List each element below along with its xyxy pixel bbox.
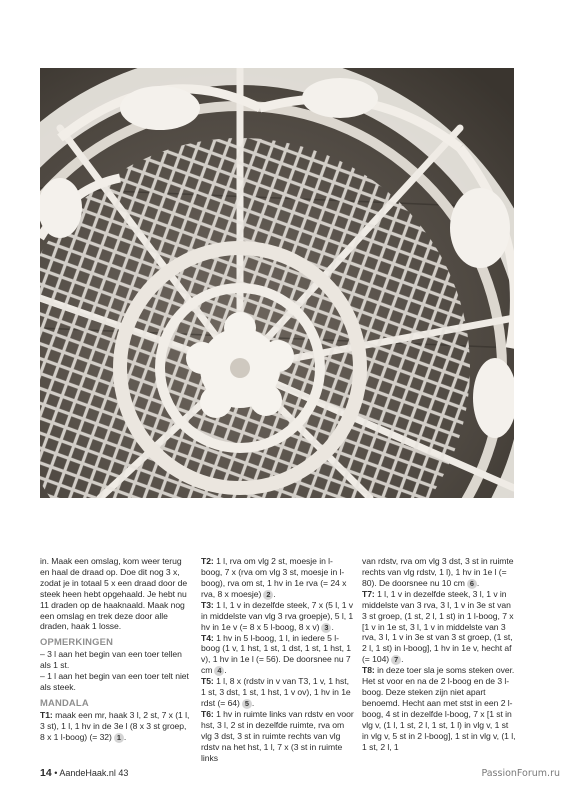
round-7-text: 1 l, 1 v in dezelfde steek, 3 l, 1 v in middelste van 3 rva, 3 l, 1 v in 3e st van 3 st groep, (1 st, 2 l, 1 st) in 1 l-boog, 7 x [1 v in 1e st, 3 l, 1 v in middelste van 3 rva, 3 l, 1 v in 3e st van 3 st groep, (1 st, 2 l, 1 st) in l-boog], 1 hv in 1e v, hecht af (= 104): [362, 588, 514, 665]
round-1: T1: maak een mr, haak 3 l, 2 st, 7 x (1 l, 3 st), 1 l, 1 hv in de 3e l (8 x 3 st groep, 8 x 1 l-boog) (= 32) 1 .: [40, 709, 190, 742]
note-1: – 3 l aan het begin van een toer tellen als 1 st.: [40, 649, 182, 671]
round-4-text: 1 hv in 5 l-boog, 1 l, in iedere 5 l-boog (1 v, 1 hst, 1 st, 1 dst, 1 st, 1 hst, 1 v), 1 hv in 1e l (= 56). De doorsnee nu 7 cm: [201, 632, 351, 676]
round-2-label: T2:: [201, 556, 214, 566]
round-6-continued: van rdstv, rva om vlg 3 dst, 3 st in ruimte rechts van vlg rdstv, 1 l), 1 hv in 1e l (= 80). De doorsnee nu 10 cm 6 .: [362, 556, 514, 588]
round-6-text: 1 hv in ruimte links van rdstv en voor hst, 3 l, 2 st in dezelfde ruimte, rva om vlg 3 dst, 3 st in ruimte rechts van vlg rdstv na het hst, 1 l, 7 x (3 st in ruimte links: [201, 709, 354, 763]
intro-paragraph: in. Maak een omslag, kom weer terug en haal de draad op. Doe dit nog 3 x, zodat je in totaal 5 x een draad door de steek heen hebt opgehaald. Je hebt nu 11 draden op de haaknaald. Maak nog een omslag en trek deze door alle draden, haak 1 losse.: [40, 556, 188, 632]
round-3-text: 1 l, 1 v in dezelfde steek, 7 x (5 l, 1 v in middelste van vlg 3 rva groepje), 5 l, 1 hv in 1e v (= 8 x 5 l-boog, 8 x v): [201, 599, 354, 632]
page-footer: [40, 767, 128, 779]
round-8: [362, 665, 516, 752]
round-5-label: T5:: [201, 676, 214, 687]
text-column-2: [201, 556, 354, 764]
text-column-1: [40, 556, 192, 743]
page-number: 14: [40, 767, 52, 779]
step-badge: 7: [391, 655, 401, 665]
text-column-3: [362, 556, 516, 753]
round-5: T5: 1 l, 8 x (rdstv in v van T3, 1 v, 1 hst, 1 st, 3 dst, 1 st, 1 hst, 1 v ov), 1 hv in 1e rdst (= 64) 5 .: [201, 676, 351, 709]
round-4-label: T4:: [201, 632, 214, 643]
round-1-text: maak een mr, haak 3 l, 2 st, 7 x (1 l, 3 st), 1 l, 1 hv in de 3e l (8 x 3 st groep, 8 x 1 l-boog) (= 32): [40, 709, 190, 742]
round-3-label: T3:: [201, 599, 214, 610]
round-7: T7: 1 l, 1 v in dezelfde steek, 3 l, 1 v in middelste van 3 rva, 3 l, 1 v in 3e st van 3 st groep, (1 st, 2 l, 1 st) in 1 l-boog, 7 x [1 v in 1e st, 3 l, 1 v in middelste van 3 rva, 3 l, 1 v in 3e st van 3 st groep, (1 st, 2 l, 1 st) in l-boog], 1 hv in 1e v, hecht af (= 104) 7 .: [362, 588, 514, 665]
round-6: [201, 709, 354, 764]
step-badge: 1: [114, 733, 124, 743]
round-7-label: T7:: [362, 588, 375, 599]
round-1-label: T1:: [40, 709, 53, 720]
watermark: PassionForum.ru: [481, 768, 560, 779]
step-badge: 2: [263, 590, 273, 600]
round-8-text: in deze toer sla je soms steken over. Het st voor en na de 2 l-boog en de 3 l-boog. Deze steken zijn niet apart benoemd. Hecht aan met stst in een 2 l-boog, 4 st in dezelfde l-boog, 7 x [1 st in vlg v, (1 l, 1 st, 2 l, 1 st, 1 l) in vlg v, 1 st in vlg v, 5 st in 2 l-boog], 1 st in vlg v, (1 l, 1 st, 2 l, 1: [362, 665, 516, 752]
round-6-label: T6:: [201, 709, 214, 720]
heading-mandala: MANDALA: [40, 696, 89, 708]
footer-bullet: •: [54, 768, 58, 778]
round-6-cont-text: van rdstv, rva om vlg 3 dst, 3 st in ruimte rechts van vlg rdstv, 1 l), 1 hv in 1e l (= 80). De doorsnee nu 10 cm: [362, 556, 514, 588]
step-badge: 4: [214, 666, 224, 676]
round-8-label: T8:: [362, 665, 375, 676]
step-badge: 5: [242, 699, 252, 709]
heading-opmerkingen: OPMERKINGEN: [40, 636, 114, 648]
round-2-text: 1 l, rva om vlg 2 st, moesje in l-boog, 7 x (rva om vlg 3 st, moesje in l-boog), rva om st, 1 hv in 1e rva (= 24 x rva, 8 x moesje): [201, 556, 347, 599]
round-4: T4: 1 hv in 5 l-boog, 1 l, in iedere 5 l-boog (1 v, 1 hst, 1 st, 1 dst, 1 st, 1 hst, 1 v), 1 hv in 1e l (= 56). De doorsnee nu 7 cm 4 .: [201, 632, 351, 676]
step-badge: 3: [321, 623, 331, 633]
step-badge: 6: [467, 579, 477, 589]
footer-source: AandeHaak.nl 43: [59, 768, 129, 778]
round-3: T3: 1 l, 1 v in dezelfde steek, 7 x (5 l, 1 v in middelste van vlg 3 rva groepje), 5 l, 1 hv in 1e v (= 8 x 5 l-boog, 8 x v) 3 .: [201, 599, 354, 632]
note-2: – 1 l aan het begin van een toer telt niet als steek.: [40, 671, 189, 692]
round-5-text: 1 l, 8 x (rdstv in v van T3, 1 v, 1 hst, 1 st, 3 dst, 1 st, 1 hst, 1 v ov), 1 hv in 1e rdst (= 64): [201, 676, 351, 709]
crochet-mandala-photo: [40, 68, 514, 498]
round-2: T2: 1 l, rva om vlg 2 st, moesje in l-boog, 7 x (rva om vlg 3 st, moesje in l-boog), rva om st, 1 hv in 1e rva (= 24 x rva, 8 x moesje) 2 .: [201, 556, 347, 599]
